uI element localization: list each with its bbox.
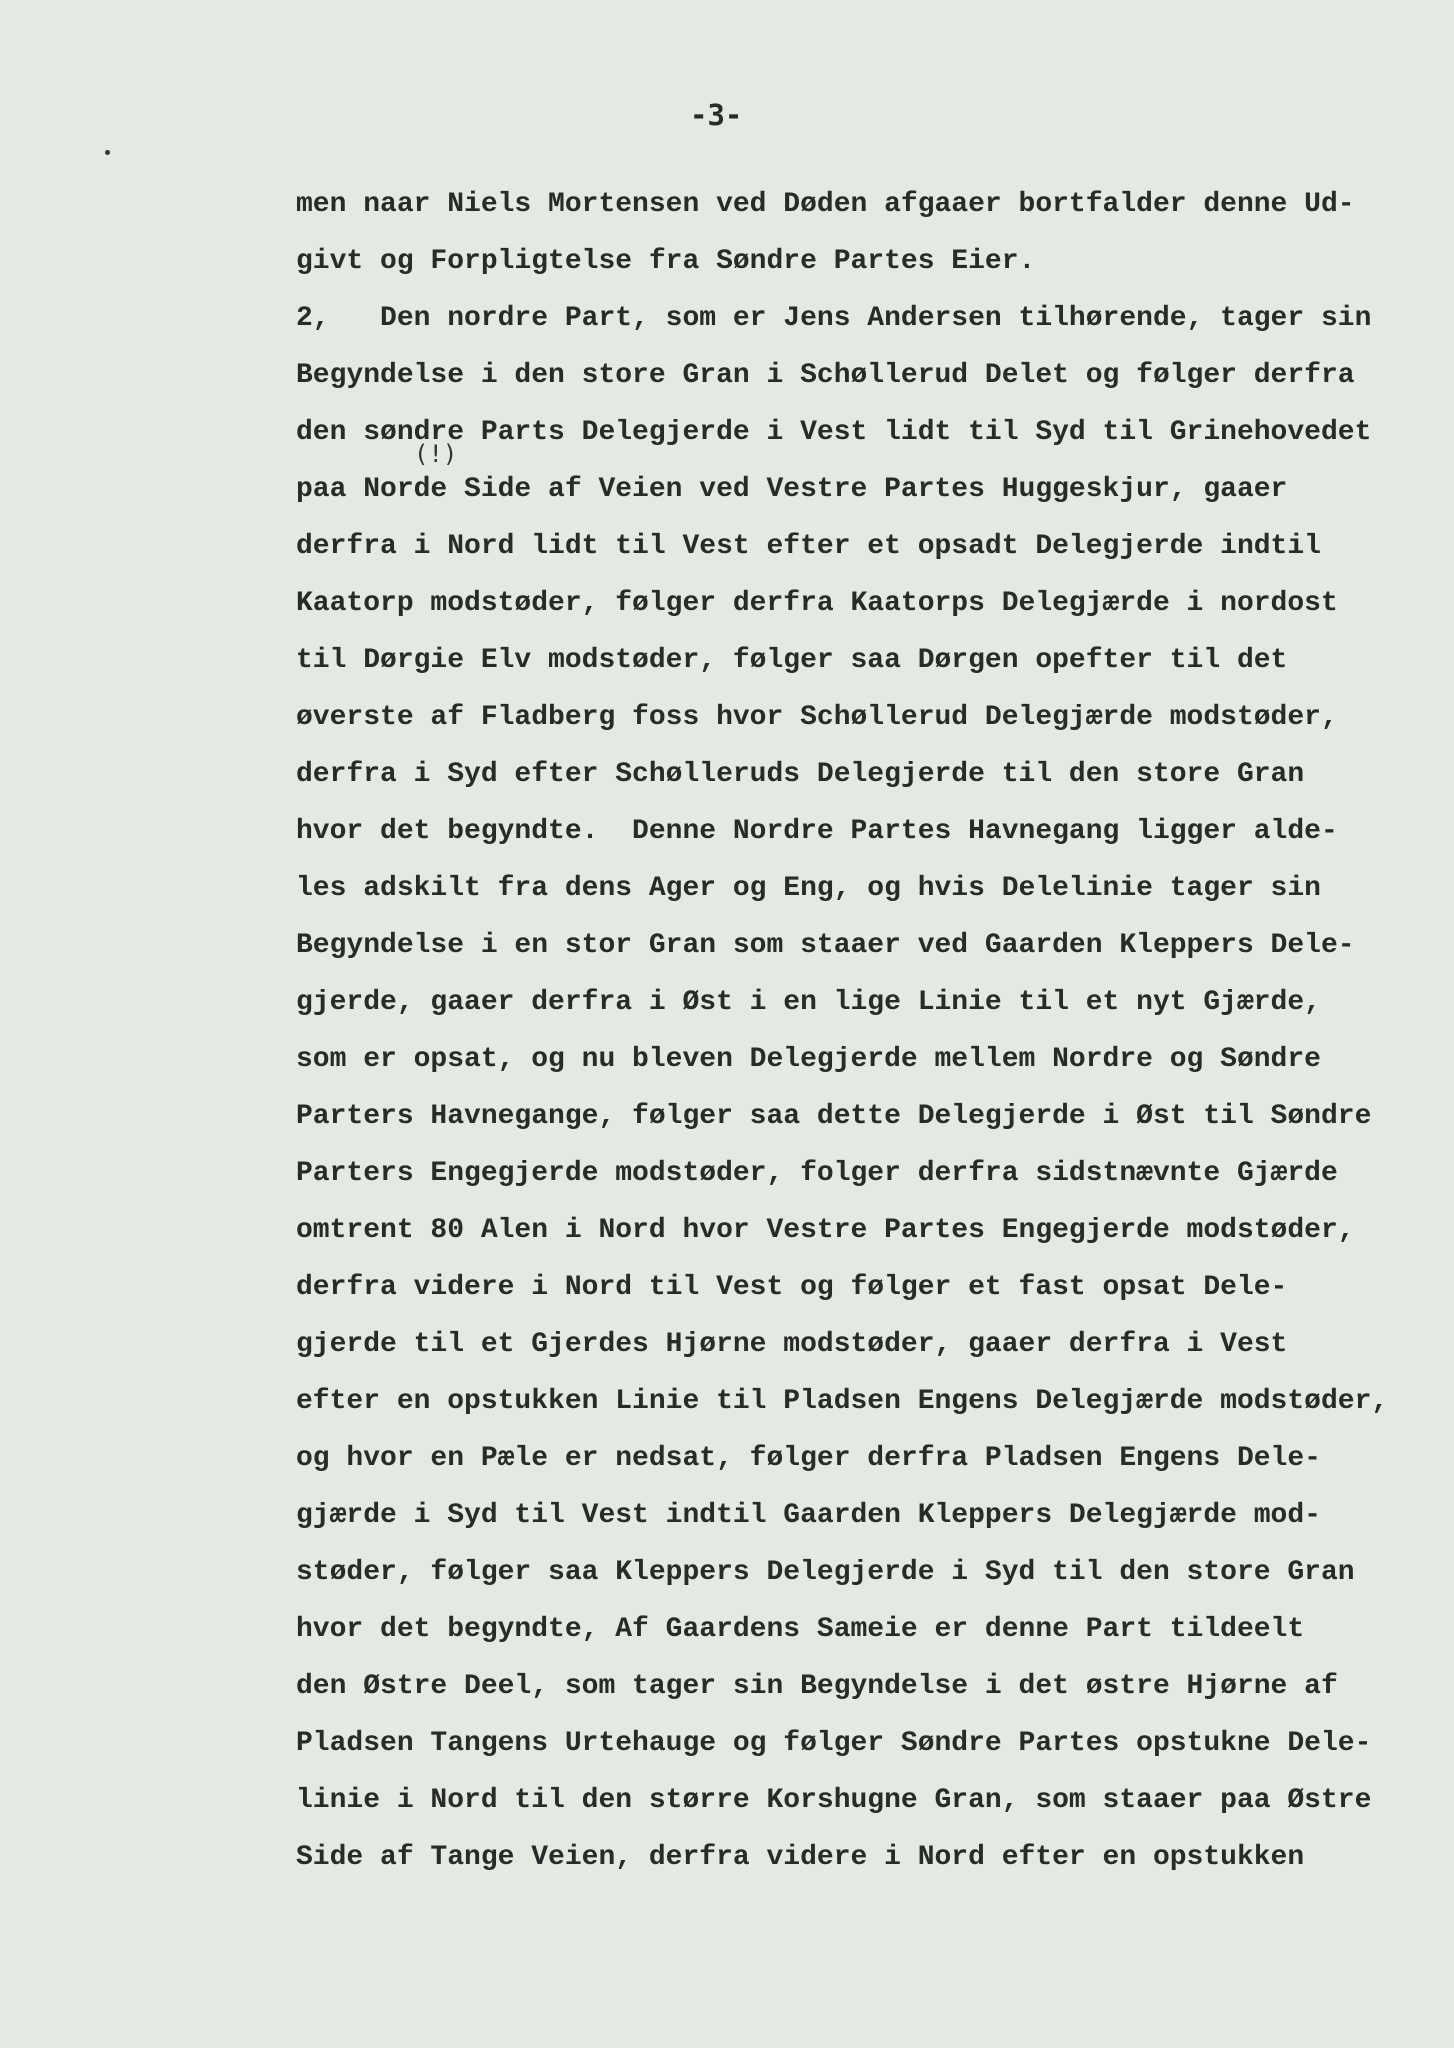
text-line: Parters Havnegange, følger saa dette Delegjerde i Øst til Søndre (296, 1101, 1372, 1132)
text-line: derfra i Nord lidt til Vest efter et opsadt Delegjerde indtil (296, 531, 1321, 562)
text-line: og hvor en Pæle er nedsat, følger derfra Pladsen Engens Dele- (296, 1443, 1321, 1474)
text-line: linie i Nord til den større Korshugne Gran, som staaer paa Østre (296, 1785, 1372, 1816)
text-line: den Østre Deel, som tager sin Begyndelse i det østre Hjørne af (296, 1671, 1338, 1702)
handwritten-annotation: (!) (414, 440, 458, 468)
text-line: Pladsen Tangens Urtehauge og følger Søndre Partes opstukne Dele- (296, 1728, 1372, 1759)
margin-mark (105, 150, 110, 155)
text-line: derfra i Syd efter Schølleruds Delegjerde til den store Gran (296, 759, 1305, 790)
text-line: paa Norde Side af Veien ved Vestre Partes Huggeskjur, gaaer (296, 474, 1288, 505)
text-line: Begyndelse i en stor Gran som staaer ved Gaarden Kleppers Dele- (296, 930, 1355, 961)
text-line: som er opsat, og nu bleven Delegjerde mellem Nordre og Søndre (296, 1044, 1321, 1075)
text-line: gjerde til et Gjerdes Hjørne modstøder, gaaer derfra i Vest (296, 1329, 1288, 1360)
text-line: øverste af Fladberg foss hvor Schøllerud Delegjærde modstøder, (296, 702, 1338, 733)
text-line: derfra videre i Nord til Vest og følger et fast opsat Dele- (296, 1272, 1288, 1303)
text-line: Side af Tange Veien, derfra videre i Nord efter en opstukken (296, 1842, 1305, 1873)
text-line: men naar Niels Mortensen ved Døden afgaaer bortfalder denne Ud- (296, 189, 1355, 220)
text-line: den søndre Parts Delegjerde i Vest lidt til Syd til Grinehovedet (296, 417, 1372, 448)
text-line: til Dørgie Elv modstøder, følger saa Dørgen opefter til det (296, 645, 1288, 676)
text-line: hvor det begyndte, Af Gaardens Sameie er denne Part tildeelt (296, 1614, 1305, 1645)
text-line: støder, følger saa Kleppers Delegjerde i Syd til den store Gran (296, 1557, 1355, 1588)
text-line: Kaatorp modstøder, følger derfra Kaatorps Delegjærde i nordost (296, 588, 1338, 619)
text-line: Begyndelse i den store Gran i Schøllerud Delet og følger derfra (296, 360, 1355, 391)
text-line: hvor det begyndte. Denne Nordre Partes Havnegang ligger alde- (296, 816, 1338, 847)
text-line: gjerde, gaaer derfra i Øst i en lige Linie til et nyt Gjærde, (296, 987, 1321, 1018)
text-line: 2, Den nordre Part, som er Jens Andersen tilhørende, tager sin (296, 303, 1372, 334)
text-line: gjærde i Syd til Vest indtil Gaarden Kleppers Delegjærde mod- (296, 1500, 1321, 1531)
text-line: Parters Engegjerde modstøder, folger derfra sidstnævnte Gjærde (296, 1158, 1338, 1189)
page-number: -3- (690, 98, 743, 132)
text-line: givt og Forpligtelse fra Søndre Partes Eier. (296, 246, 1036, 277)
document-body (296, 176, 1426, 1886)
text-line: efter en opstukken Linie til Pladsen Engens Delegjærde modstøder, (296, 1386, 1389, 1417)
text-line: omtrent 80 Alen i Nord hvor Vestre Partes Engegjerde modstøder, (296, 1215, 1355, 1246)
text-line: les adskilt fra dens Ager og Eng, og hvis Delelinie tager sin (296, 873, 1321, 904)
